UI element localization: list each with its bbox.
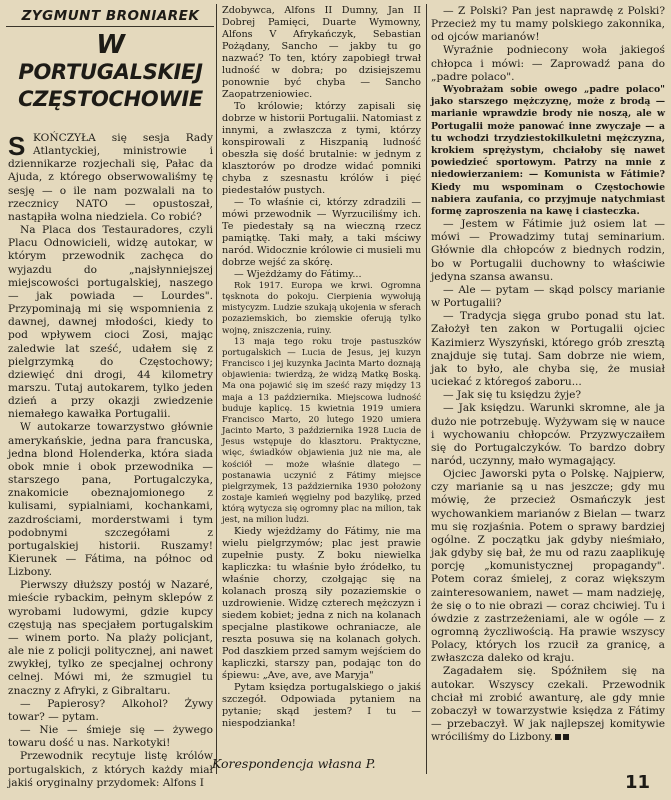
headline [8, 32, 213, 124]
column-3 [431, 5, 665, 744]
small-paragraph: Rok 1917. Europa we krwi. Ogromna tęsknota do pokoju. Cierpienia wywołują mistycyzm. Ludzie szukają ukojenia w sferach pozaziemskich, bo ziemskie oferują tylko wojnę, zniszczenia, ruiny. [222, 281, 421, 336]
paragraph: — Papierosy? Alkohol? Żywy towar? — pytam. [8, 697, 213, 723]
small-paragraph: 13 maja tego roku troje pastuszków portugalskich — Lucia de Jesus, jej kuzyn Francisco i jej kuzynka Jacinta Marto doznają objawienia: twierdzą, że widzą Matkę Boską. Ma ona pojawić się im sześć razy między 13 maja a 13 października. Miejscowa ludność buduje kaplicę. 15 kwietnia 1919 umiera Francisco Marto, 20 lutego 1920 umiera Jacinto Marto, 3 października 1928 Lucia de Jesus wstępuje do klasztoru. Praktyczne, więc, świadków objawienia już nie ma, ale kościół — może właśnie dlatego — postanawia uczynić z Fátimy miejsce pielgrzymek, 13 października 1930 położony zostaje kamień węgielny pod bazylikę, przed którą wytycza się ogromny plac na milion, tak jest, na milion ludzi. [222, 336, 421, 526]
drop-cap: S [8, 131, 26, 161]
paragraph: — Jak się tu księdzu żyje? [443, 389, 582, 402]
paragraph: To królowie; którzy zapisali się dobrze w historii Portugalii. Natomiast z innymi, a zwłaszcza z tymi, którzy konspirowali z Hiszpanią ludność obeszła się dość brutalnie: w jednym z klasztorów po drodze widać pomniki chyba z szesnastu królów i pięć piedestałów pustych. [222, 101, 421, 196]
page-number: 11 [625, 772, 651, 793]
paragraph: Kiedy wjeżdżamy do Fátimy, nie ma wielu pielgrzymów; plac jest prawie zupełnie pusty. Z boku niewielka kapliczka: tu właśnie było źródełko, tu właśnie chorzy, czołgając się na kolanach proszą siły pozaziemskie o uzdrowienie. Widzę czterech mężczyzn i siedem kobiet; jedna z nich na kolanach specjalne plastikowe ochraniacze, ale reszta posuwa się na kolanach gołych. Pod daszkiem przed samym wejściem do kapliczki, starszy pan, podając ton do śpiewu: „Ave, ave, ave Maryja" [222, 526, 421, 682]
paragraph: — Wjeżdżamy do Fátimy... [234, 269, 362, 280]
headline-line-1: W [96, 30, 125, 60]
column-1 [8, 132, 213, 790]
paragraph: Zdobywca, Alfons II Dumny, Jan II Dobrej Pamięci, Duarte Wymowny, Alfons V Afrykańczyk, Sebastian Pożądany, Sancho — jakby tu go nazwać? To ten, który zapobiegł trwał ludność w dobra; po dzisiejszemu ponownie być chyba — Sancho Zaopatrzeniowiec. [222, 5, 421, 100]
paragraph: — Z Polski? Pan jest naprawdę z Polski? Przecież my tu mamy polskiego zakonnika, od ojców marianów! [431, 5, 665, 44]
paragraph: — Jak księdzu. Warunki skromne, ale ja dużo nie potrzebuję. Wyżywam się w nauce i wychowaniu chłopców. Przyzwyczaiłem się do Portugalczyków. To bardzo dobry naród, uczynny, mało wymagający. [431, 402, 665, 467]
paragraph: Wyraźnie podniecony woła jakiegoś chłopca i mówi: — Zaprowadź pana do „padre polaco". [431, 44, 665, 83]
boxed-paragraph: Wyobrażam sobie owego „padre polaco" jako starszego mężczyznę, może z brodą — marianie wprawdzie brody nie noszą, ale w Portugalii może panować inne zwyczaje — a tu wchodzi trzydziestokilkuletni mężczyzna, krokiem sprężystym, chciałoby się nawet powiedzieć sportowym. Patrzy na mnie z niedowierzaniem: — Komunista w Fátimie? Kiedy mu wspominam o Częstochowie nabiera zaufania, co przyjmuje natychmiast formę zaproszenia na kawę i ciasteczka. [431, 83, 665, 217]
paragraph: — Tradycja sięga grubo ponad stu lat. Założył ten zakon w Portugalii ojciec Kazimierz Wyszyński, którego grób zresztą znajduje się tutaj. Sam dobrze nie wiem, jak to było, ale chyba się, że musiał uciekać z któregoś zaboru... [431, 310, 665, 389]
paragraph: Na Placa dos Testauradores, czyli Placu Odnowicieli, widzę autokar, w którym przewodnik zachęca do wyjazdu do „najsłynniejszej miejscowości portugalskiej, naszego — jak powiada — Lourdes". Przypominają mi się wspomnienia z dawnej, dawnej młodości, kiedy to pod wpływem cioci Zosi, mając zaledwie lat sześć, udałem się z pielgrzymką do Częstochowy; dziewięć dni drogi, 44 kilometry marszu. Tutaj autokarem, tylko jeden dzień a przy okazji zwiedzenie niemałego kawałka Portugalii. [8, 224, 213, 421]
headline-line-2: PORTUGALSKIEJ [18, 60, 203, 84]
paragraph: — Jestem w Fátimie już osiem lat — mówi — Prowadzimy tutaj seminarium. Głównie dla chłopców z biednych rodzin, bo w Portugalii duchowny to właściwie jedyna szansa awansu. [431, 218, 665, 283]
paragraph: — To właśnie ci, którzy zdradzili — mówi przewodnik — Wyrzuciliśmy ich. Te piedestały są na wieczną rzecz pamiątkę. Taki mały, a taki mściwy naród. Widocznie królowie ci musieli mu dobrze wejść za skórę. [222, 197, 421, 268]
column-rule-right [426, 4, 427, 774]
correspondent-signature: Korespondencja własna P. [212, 756, 376, 771]
paragraph: Pytam księdza portugalskiego o jakiś szczegół. Odpowiada pytaniem na pytanie; skąd jestem? I tu — niespodzianka! [222, 682, 421, 730]
end-mark-icon [563, 734, 569, 740]
paragraph: W autokarze towarzystwo głównie amerykańskie, jedna para francuska, jedna blond Holenderka, która siada obok mnie i obok przewodnika — starszego pana, Portugalczyka, znakomicie obeznajomionego z kulisami, sypialniami, kochankami, zazdrościami, morderstwami i tym podobnymi szczegółami z portugalskiej historii. Ruszamy! Kierunek — Fátima, na północ od Lizbony. [8, 421, 213, 579]
headline-line-3: CZĘSTOCHOWIE [18, 87, 203, 111]
paragraph: — Ale — pytam — skąd polscy marianie w Portugalii? [431, 283, 665, 310]
paragraph: Pierwszy dłuższy postój w Nazaré, mieście rybackim, pełnym sklepów z wyrobami ludowymi, gdzie kupcy częstują nas specjałem portugalskim — winem porto. Na plaży policjant, ale nie z policji politycznej, ani nawet zwykłej, tylko ze specjalnej ochrony celnej. Mówi mi, że szmugiel tu znaczny z Afryki, z Gibraltaru. [8, 579, 213, 697]
end-mark-icon [555, 734, 561, 740]
paragraph: — Nie — śmieje się — żywego towaru dość u nas. Narkotyki! [8, 724, 213, 750]
paragraph: Ojciec Jaworski pyta o Polskę. Najpierw, czy marianie są u nas jeszcze; gdy mu mówię, że przecież Osmańczyk jest wychowankiem marianów z Bielan — twarz mu się rozjaśnia. Potem o sprawy bardziej ogólne. Z początku jak gdyby nieśmiało, jak gdyby się bał, że mu od razu zaaplikuję porcję „komunistycznej propagandy". Potem coraz śmielej, z coraz większym zainteresowaniem, nawet — mam nadzieję, że się o to nie obrazi — coraz chciwiej. Tu i ówdzie z zastrzeżeniami, ale w ogóle — z ogromną życzliwością. Ha prawie wszyscy Polacy, których los rzucił za granicę, a zwłaszcza daleko od kraju. [431, 468, 665, 665]
paragraph: Zagadałem się. Spóźniłem się na autokar. Wszyscy czekali. Przewodnik chciał mi zrobić awanturę, ale gdy mnie zobaczył w towarzystwie księdza z Fátimy — przebaczył. W jak najlepszej komitywie wróciliśmy do Lizbony. [431, 665, 665, 744]
author-byline: ZYGMUNT BRONIAREK [21, 8, 200, 24]
column-2 [222, 5, 421, 730]
column-rule-left [216, 4, 217, 774]
author-rule [6, 26, 214, 27]
lead-paragraph: SKOŃCZYŁA się sesja Rady Atlantyckiej, ministrowie i dziennikarze rozjechali się, Pałac da Ajuda, z którego obserwowaliśmy tę sesję — o ile nam pozwalali na to rzecznicy NATO — opustoszał, nastąpiła wolna niedziela. Co robić? [8, 131, 213, 223]
paragraph: Przewodnik recytuje listę królów portugalskich, z których każdy miał jakiś oryginalny przydomek: Alfons I [8, 750, 213, 789]
history-box [222, 281, 421, 526]
